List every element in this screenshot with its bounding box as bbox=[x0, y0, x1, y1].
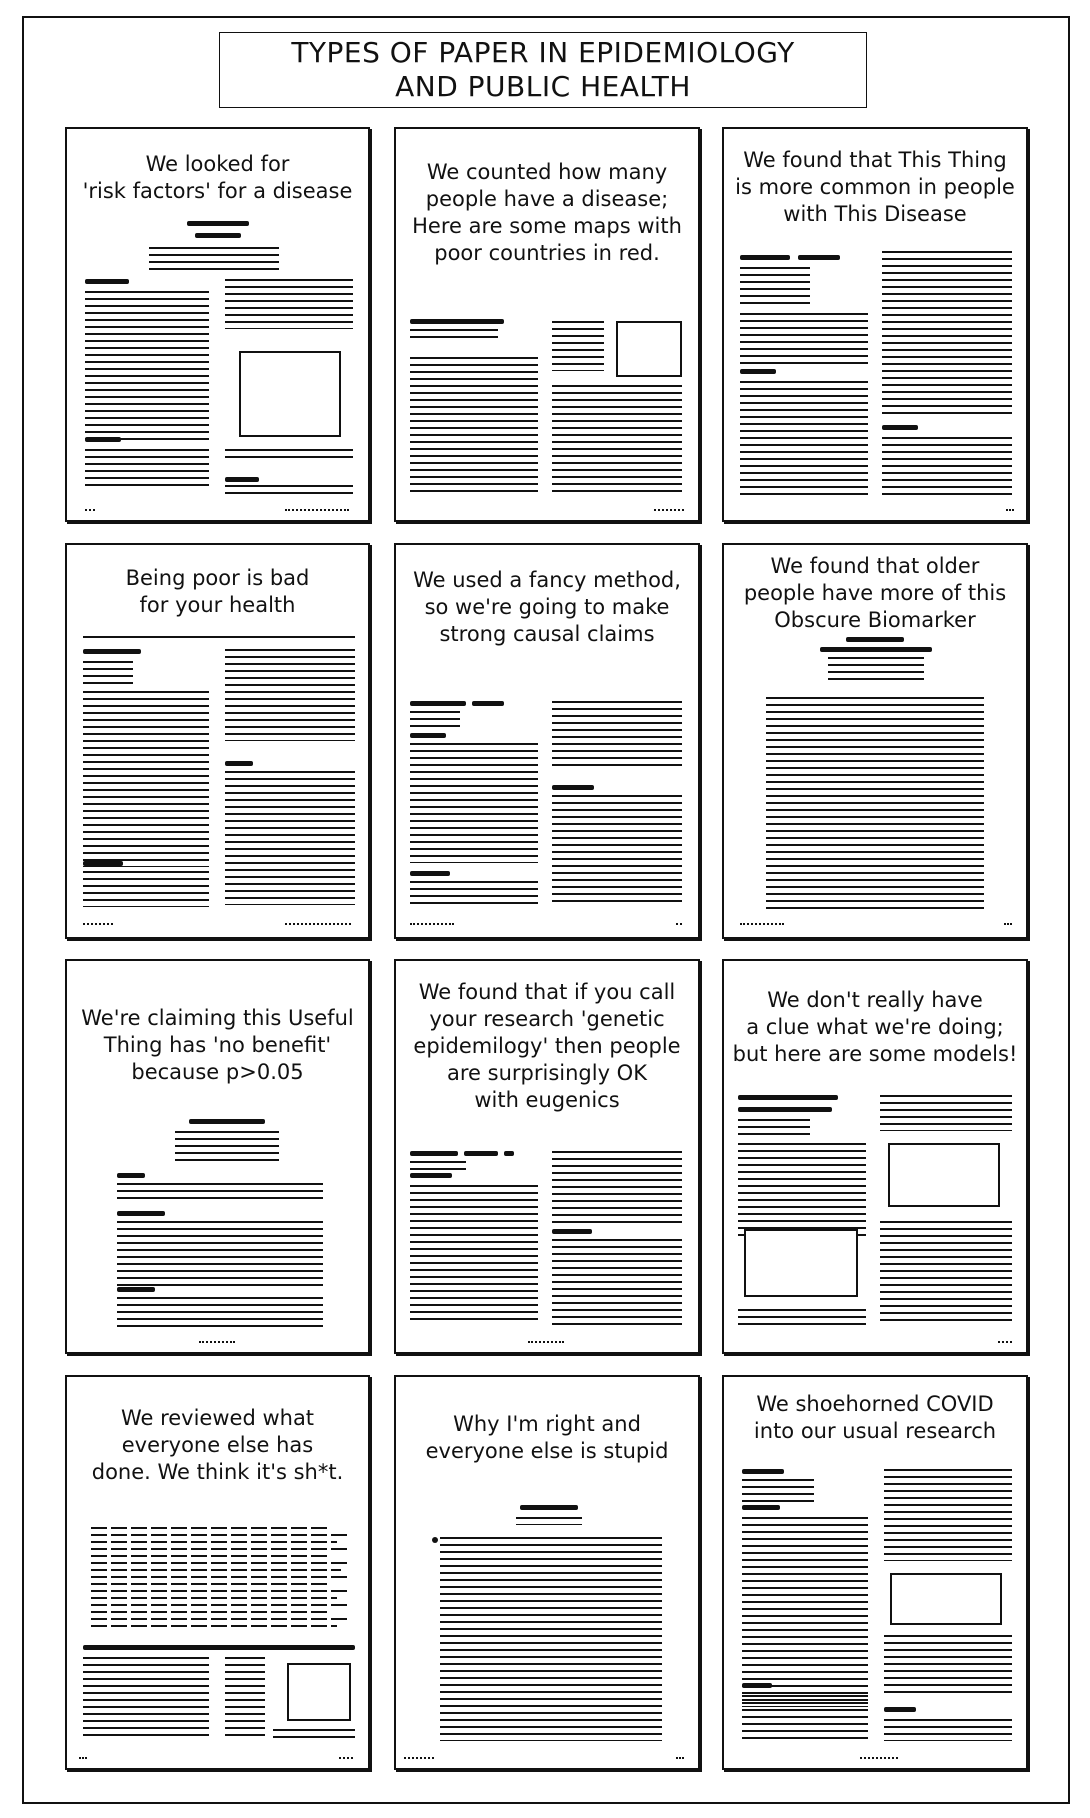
section-heading bbox=[798, 255, 840, 260]
reference-line bbox=[91, 1548, 347, 1550]
text-column bbox=[552, 1151, 682, 1223]
text-column bbox=[552, 1239, 682, 1325]
panel-caption: We reviewed what everyone else has done. We think it's sh*t. bbox=[91, 1406, 344, 1484]
page-footer bbox=[740, 917, 784, 925]
comic-title bbox=[219, 32, 867, 108]
text-column bbox=[880, 1095, 1012, 1131]
section-heading bbox=[410, 701, 466, 706]
panel-caption: We found that older people have more of this Obscure Biomarker bbox=[743, 554, 1007, 632]
reference-line bbox=[91, 1527, 331, 1529]
author-lines bbox=[742, 1479, 814, 1503]
panel-caption: We don't really have a clue what we're doing; but here are some models! bbox=[732, 988, 1018, 1066]
text-column bbox=[117, 1183, 323, 1203]
text-column bbox=[742, 1517, 868, 1707]
section-heading bbox=[552, 1229, 592, 1234]
text-column bbox=[738, 1309, 866, 1325]
section-heading bbox=[504, 1151, 514, 1156]
reference-line bbox=[91, 1604, 347, 1606]
text-column bbox=[83, 691, 209, 867]
panel-models bbox=[722, 959, 1028, 1354]
panel-this-thing bbox=[722, 127, 1028, 522]
section-heading bbox=[740, 369, 776, 374]
panel-caption: We found that if you call your research 'genetic epidemilogy' then people are surprisingly OK with eugenics bbox=[413, 980, 681, 1112]
author-lines bbox=[149, 247, 279, 271]
author-lines bbox=[83, 661, 133, 687]
panel-being-poor bbox=[65, 543, 370, 939]
panel-covid bbox=[722, 1375, 1028, 1770]
author-lines bbox=[410, 1161, 466, 1171]
section-heading bbox=[83, 861, 123, 866]
reference-line bbox=[91, 1541, 337, 1543]
panel-caption: We counted how many people have a disease; Here are some maps with poor countries in red. bbox=[412, 160, 682, 265]
text-column bbox=[410, 881, 538, 907]
text-column bbox=[552, 795, 682, 907]
panel-risk-factors bbox=[65, 127, 370, 522]
text-column bbox=[738, 1143, 866, 1239]
section-heading bbox=[552, 785, 594, 790]
figure-box bbox=[888, 1143, 1000, 1207]
text-column bbox=[117, 1297, 323, 1329]
panel-biomarker bbox=[722, 543, 1028, 939]
text-column bbox=[740, 381, 868, 497]
reference-line bbox=[91, 1597, 337, 1599]
section-heading bbox=[410, 1173, 452, 1178]
section-heading bbox=[85, 279, 129, 284]
text-column bbox=[410, 743, 538, 863]
panel-review bbox=[65, 1375, 370, 1770]
section-heading bbox=[472, 701, 504, 706]
text-column bbox=[742, 1695, 868, 1741]
text-column bbox=[83, 1657, 209, 1741]
panel-genetic-epidemiology bbox=[394, 959, 700, 1354]
page-footer bbox=[339, 1751, 353, 1759]
text-column bbox=[552, 701, 682, 771]
reference-line bbox=[91, 1590, 347, 1592]
section-heading bbox=[225, 761, 253, 766]
paper-title-mark bbox=[187, 221, 249, 226]
paper-title-mark bbox=[189, 1119, 265, 1124]
page-footer bbox=[285, 503, 349, 511]
section-heading bbox=[410, 733, 446, 738]
text-column bbox=[884, 1719, 1012, 1741]
text-column bbox=[225, 279, 353, 329]
panel-caption: We found that This Thing is more common in people with This Disease bbox=[735, 148, 1015, 226]
text-column bbox=[85, 449, 209, 489]
text-column bbox=[273, 1729, 355, 1741]
reference-line bbox=[91, 1534, 347, 1536]
section-heading bbox=[742, 1505, 780, 1510]
author-lines bbox=[738, 1119, 810, 1137]
text-column bbox=[440, 1537, 662, 1741]
panel-no-benefit bbox=[65, 959, 370, 1354]
section-divider bbox=[83, 1645, 355, 1650]
text-column bbox=[85, 291, 209, 443]
section-heading bbox=[410, 1151, 458, 1156]
panel-caption: We used a fancy method, so we're going to make strong causal claims bbox=[413, 568, 681, 646]
page-footer bbox=[1004, 917, 1012, 925]
author-lines bbox=[516, 1517, 582, 1525]
text-column bbox=[117, 1221, 323, 1287]
page-footer bbox=[199, 1335, 235, 1343]
section-heading bbox=[225, 477, 259, 482]
author-lines bbox=[828, 657, 924, 681]
panel-caption: We shoehorned COVID into our usual research bbox=[753, 1392, 997, 1443]
text-column bbox=[884, 1635, 1012, 1693]
text-column bbox=[225, 485, 353, 495]
reference-line bbox=[91, 1625, 337, 1627]
text-column bbox=[882, 251, 1012, 417]
reference-line bbox=[91, 1562, 347, 1564]
reference-line bbox=[91, 1555, 331, 1557]
section-heading bbox=[117, 1287, 155, 1292]
page-footer bbox=[528, 1335, 564, 1343]
text-column bbox=[83, 871, 209, 907]
page-footer bbox=[676, 917, 682, 925]
page-footer bbox=[285, 917, 351, 925]
figure-box bbox=[239, 351, 341, 437]
panel-disease-maps bbox=[394, 127, 700, 522]
section-heading bbox=[738, 1095, 838, 1100]
reference-line bbox=[91, 1618, 347, 1620]
text-column bbox=[552, 321, 604, 371]
page-footer bbox=[404, 1751, 434, 1759]
section-heading bbox=[117, 1211, 165, 1216]
panel-caption: Why I'm right and everyone else is stupid bbox=[425, 1412, 669, 1463]
figure-box bbox=[287, 1663, 351, 1721]
page-footer bbox=[410, 917, 454, 925]
section-heading bbox=[83, 649, 141, 654]
bullet-mark bbox=[432, 1537, 438, 1543]
page-footer bbox=[860, 1751, 898, 1759]
author-lines bbox=[740, 267, 810, 307]
reference-line bbox=[91, 1611, 331, 1613]
text-column bbox=[410, 1185, 538, 1325]
figure-box bbox=[744, 1229, 858, 1297]
section-heading bbox=[117, 1173, 145, 1178]
text-column bbox=[225, 771, 355, 905]
text-column bbox=[225, 1657, 265, 1741]
panel-caption: We looked for 'risk factors' for a disease bbox=[82, 152, 353, 203]
paper-title-mark bbox=[846, 637, 904, 642]
page-footer bbox=[676, 1751, 684, 1759]
section-heading bbox=[742, 1469, 784, 1474]
paper-title-mark bbox=[820, 647, 932, 652]
page-footer bbox=[654, 503, 684, 511]
author-lines bbox=[410, 329, 498, 343]
panel-im-right bbox=[394, 1375, 700, 1770]
section-heading bbox=[740, 255, 790, 260]
section-heading bbox=[410, 319, 504, 324]
figure-box bbox=[890, 1573, 1002, 1625]
section-heading bbox=[882, 425, 918, 430]
title-line-1: TYPES OF PAPER IN EPIDEMIOLOGY bbox=[291, 36, 795, 69]
paper-title-mark bbox=[195, 233, 241, 238]
panel-fancy-method bbox=[394, 543, 700, 939]
page-footer bbox=[85, 503, 95, 511]
page-footer bbox=[998, 1335, 1012, 1343]
panel-caption: We're claiming this Useful Thing has 'no benefit' because p>0.05 bbox=[81, 1006, 354, 1084]
text-column bbox=[552, 385, 682, 495]
text-column bbox=[225, 449, 353, 463]
reference-line bbox=[91, 1576, 347, 1578]
text-column bbox=[880, 1221, 1012, 1325]
text-column bbox=[882, 437, 1012, 497]
text-column bbox=[884, 1469, 1012, 1561]
reference-line bbox=[91, 1569, 341, 1571]
paper-title-mark bbox=[520, 1505, 578, 1510]
section-heading bbox=[410, 871, 450, 876]
author-lines bbox=[175, 1131, 279, 1161]
page-footer bbox=[79, 1751, 87, 1759]
figure-box bbox=[616, 321, 682, 377]
section-heading bbox=[85, 437, 121, 442]
page-footer bbox=[1006, 503, 1014, 511]
section-heading bbox=[742, 1683, 772, 1688]
author-lines bbox=[410, 711, 460, 731]
reference-line bbox=[91, 1583, 331, 1585]
section-heading bbox=[738, 1107, 832, 1112]
title-line-2: AND PUBLIC HEALTH bbox=[395, 70, 691, 103]
section-heading bbox=[464, 1151, 498, 1156]
header-rule bbox=[83, 636, 355, 638]
page-footer bbox=[83, 917, 113, 925]
section-heading bbox=[884, 1707, 916, 1712]
text-column bbox=[410, 357, 538, 497]
panel-caption: Being poor is bad for your health bbox=[125, 566, 310, 617]
text-column bbox=[225, 649, 355, 741]
text-column bbox=[766, 697, 984, 911]
text-column bbox=[740, 313, 868, 369]
